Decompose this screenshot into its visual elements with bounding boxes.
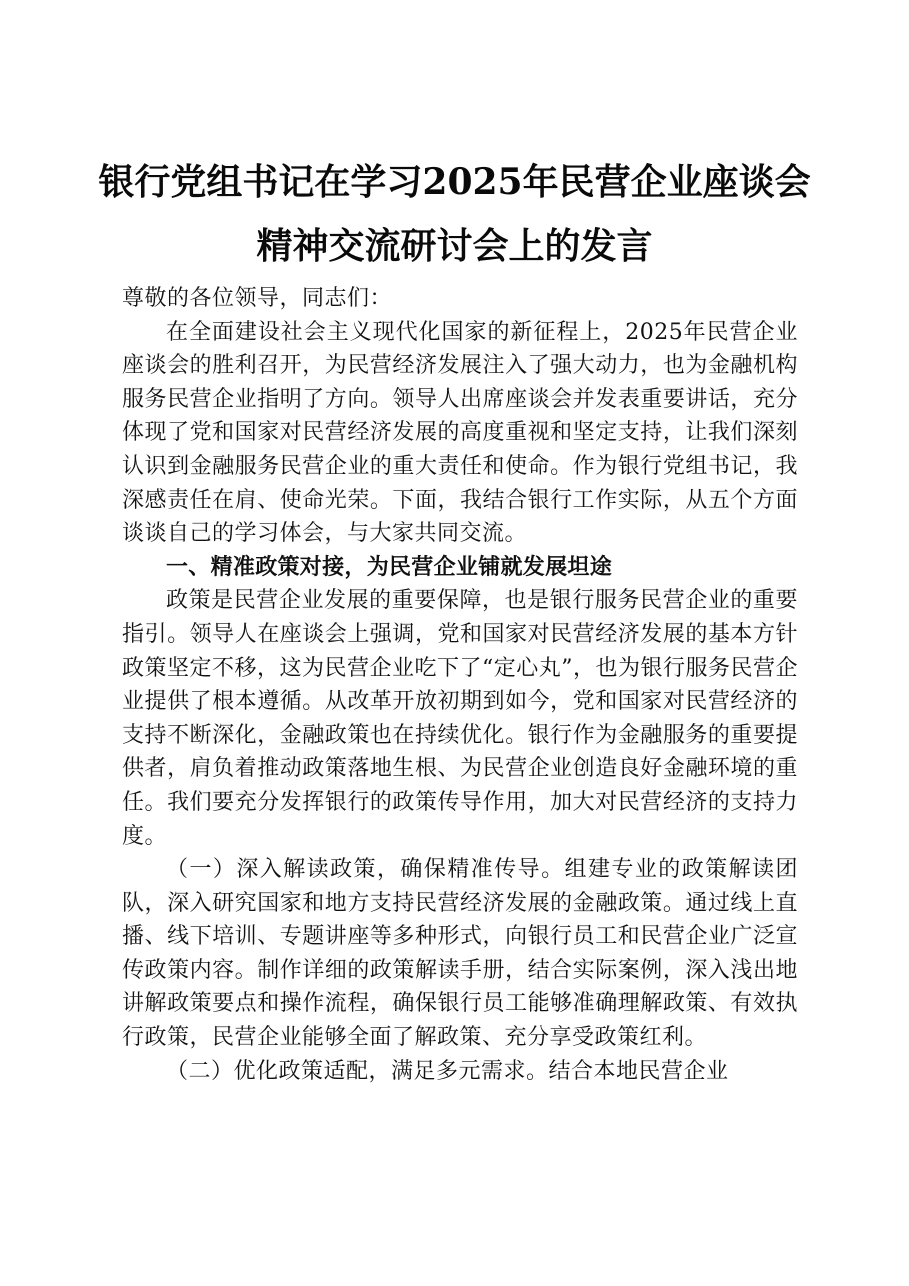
document-title-line-1: 银行党组书记在学习2025年民营企业座谈会 — [98, 161, 811, 203]
document-body — [122, 282, 798, 1088]
intro-paragraph: 在全面建设社会主义现代化国家的新征程上，2025年民营企业座谈会的胜利召开，为民营经济发展注入了强大动力，也为金融机构服务民营企业指明了方向。领导人出席座谈会并发表重要讲话，充分体现了党和国家对民营经济发展的高度重视和坚定支持，让我们深刻认识到金融服务民营企业的重大责任和使命。作为银行党组书记，我深感责任在肩、使命光荣。下面，我结合银行工作实际，从五个方面谈谈自己的学习体会，与大家共同交流。 — [122, 319, 798, 547]
salutation: 尊敬的各位领导，同志们： — [122, 286, 393, 311]
section-1-heading: 一、精准政策对接，为民营企业铺就发展坦途 — [166, 553, 613, 580]
subsection-1-paragraph: （一）深入解读政策，确保精准传导。组建专业的政策解读团队，深入研究国家和地方支持民营经济发展的金融政策。通过线上直播、线下培训、专题讲座等多种形式，向银行员工和民营企业广泛宣传政策内容。制作详细的政策解读手册，结合实际案例，深入浅出地讲解政策要点和操作流程，确保银行员工能够准确理解政策、有效执行政策，民营企业能够全面了解政策、充分享受政策红利。 — [122, 857, 798, 1051]
subsection-2-paragraph: （二）优化政策适配，满足多元需求。结合本地民营企业 — [166, 1058, 729, 1084]
document-title-line-2: 精神交流研讨会上的发言 — [256, 225, 653, 267]
section-1-paragraph: 政策是民营企业发展的重要保障，也是银行服务民营企业的重要指引。领导人在座谈会上强调，党和国家对民营经济发展的基本方针政策坚定不移，这为民营企业吃下了“定心丸”，也为银行服务民营企业提供了根本遵循。从改革开放初期到如今，党和国家对民营经济的支持不断深化，金融政策也在持续优化。银行作为金融服务的重要提供者，肩负着推动政策落地生根、为民营企业创造良好金融环境的重任。我们要充分发挥银行的政策传导作用，加大对民营经济的支持力度。 — [122, 588, 798, 849]
